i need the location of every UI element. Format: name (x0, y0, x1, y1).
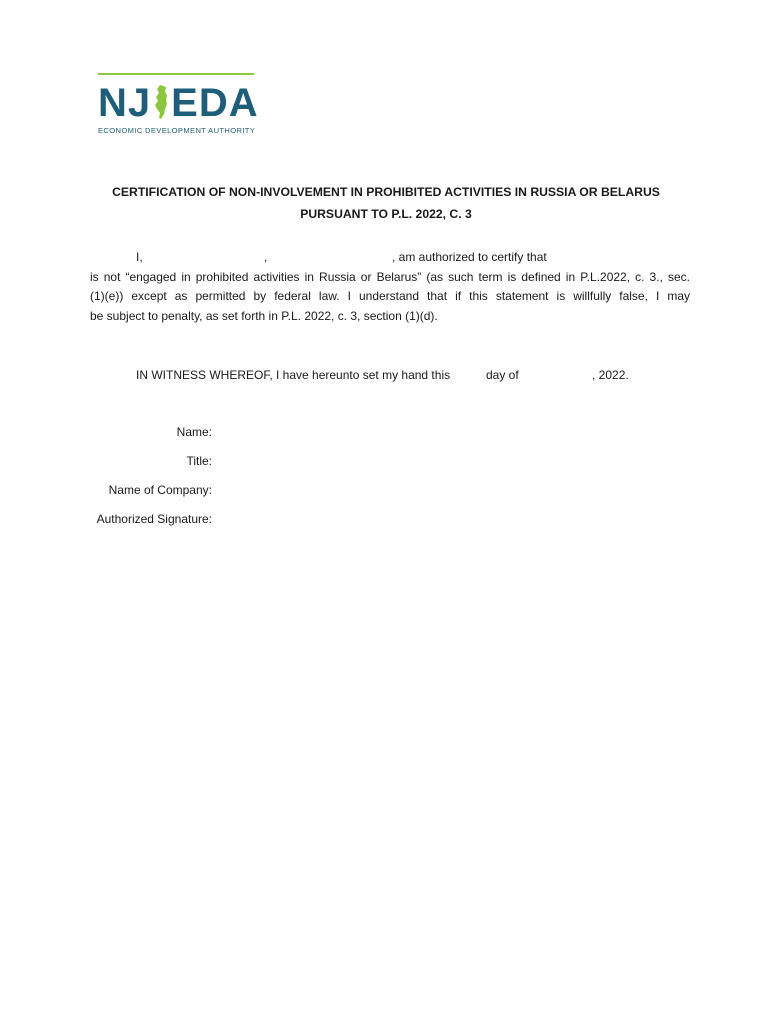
title-line-1: CERTIFICATION OF NON-INVOLVEMENT IN PROHIBITED ACTIVITIES IN RUSSIA OR BELARUS (112, 185, 660, 199)
logo-wordmark-right: EDA (171, 81, 259, 125)
paragraph-line-2: is not “engaged in prohibited activities in Russia or Belarus” (as such term is defined in P.L.2022, c. 3., sec. (90, 269, 690, 284)
authorized-text: , am authorized to certify that (392, 250, 547, 264)
paragraph-line-3: (1)(e)) except as permitted by federal law. I understand that if this statement is willfully false, I may (90, 289, 690, 303)
title-field-label: Title: (186, 454, 212, 468)
certifier-prefix: I, (136, 250, 143, 264)
certification-paragraph (90, 248, 690, 326)
paragraph-line-4: be subject to penalty, as set forth in P.L. 2022, c. 3, section (1)(d). (90, 308, 438, 323)
certifier-comma: , (264, 250, 268, 264)
paragraph-line-1 (90, 248, 690, 268)
witness-statement (90, 365, 690, 385)
witness-day-of: day of (486, 368, 519, 382)
logo-accent-bar (98, 73, 254, 75)
new-jersey-state-icon (154, 85, 168, 121)
title-line-2: PURSUANT TO P.L. 2022, C. 3 (300, 207, 472, 221)
witness-text: IN WITNESS WHEREOF, I have hereunto set my hand this (136, 368, 451, 382)
name-field-label: Name: (176, 425, 212, 439)
witness-year: , 2022. (592, 368, 629, 382)
logo-wordmark-left: NJ (98, 81, 152, 125)
company-field-label: Name of Company: (108, 483, 212, 497)
document-title (80, 181, 692, 225)
logo-wordmark (98, 79, 259, 123)
logo-subtitle: ECONOMIC DEVELOPMENT AUTHORITY (98, 126, 256, 135)
signature-field-label: Authorized Signature: (96, 512, 212, 526)
njeda-logo (98, 73, 259, 137)
